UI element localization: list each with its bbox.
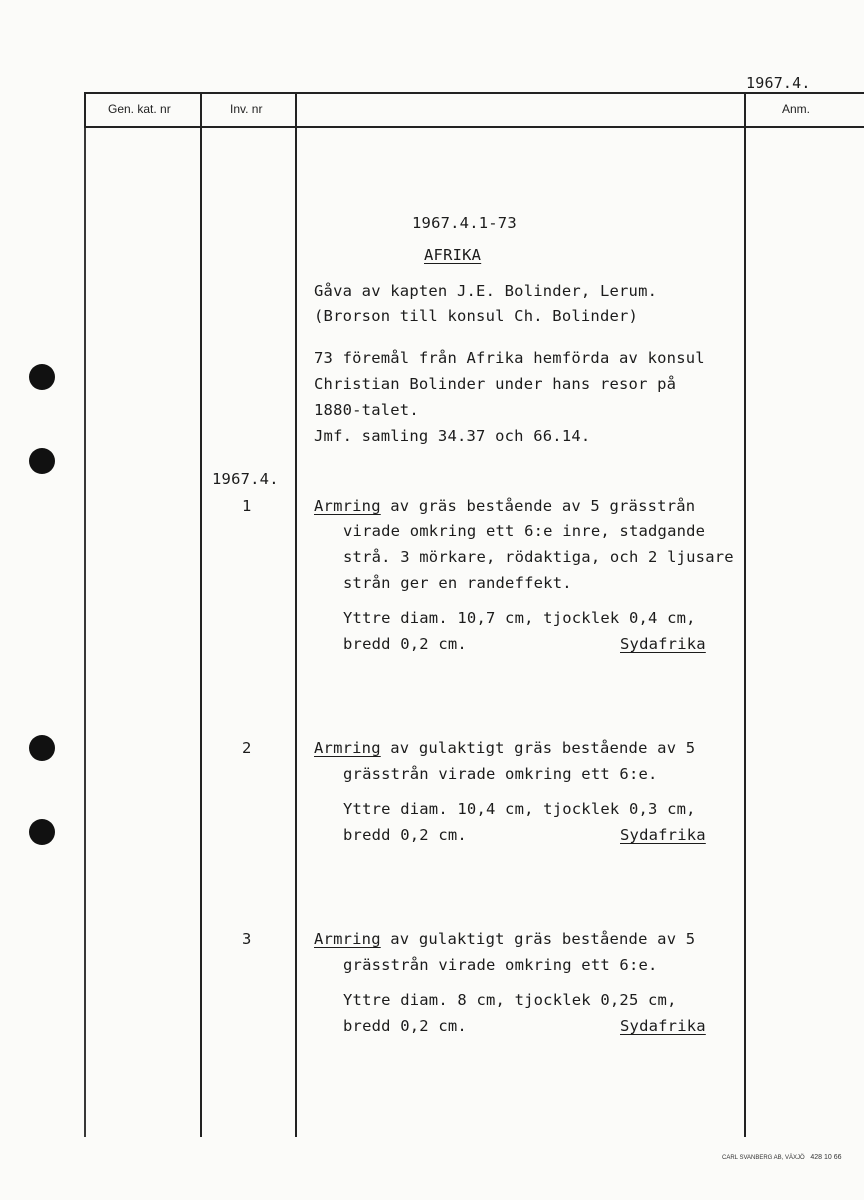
item-3-measure-2: bredd 0,2 cm.	[343, 1017, 467, 1035]
punch-hole-2	[29, 448, 55, 474]
item-3-origin: Sydafrika	[620, 1017, 706, 1035]
header-gen-kat-nr: Gen. kat. nr	[108, 102, 171, 116]
item-2-measure-2: bredd 0,2 cm.	[343, 826, 467, 844]
item-1-measure-1: Yttre diam. 10,7 cm, tjocklek 0,4 cm,	[343, 609, 696, 627]
collection-title: AFRIKA	[424, 246, 482, 264]
item-1-desc-3: strån ger en randeffekt.	[343, 574, 572, 592]
intro-line-6: Jmf. samling 34.37 och 66.14.	[314, 427, 591, 445]
column-rule-left	[84, 92, 86, 128]
inv-prefix: 1967.4.	[212, 470, 279, 488]
item-3-measure-1: Yttre diam. 8 cm, tjocklek 0,25 cm,	[343, 991, 677, 1009]
item-2-inv: 2	[242, 739, 252, 757]
column-rule-1	[200, 92, 202, 1137]
item-3-name: Armring	[314, 930, 381, 948]
item-1-desc-2: strå. 3 mörkare, rödaktiga, och 2 ljusare	[343, 548, 734, 566]
printer-name: CARL SVANBERG AB, VÄXJÖ	[722, 1155, 805, 1161]
item-1-origin: Sydafrika	[620, 635, 706, 653]
item-2-rest: av gulaktigt gräs bestående av 5	[380, 739, 696, 757]
column-rule-body-left	[84, 126, 86, 1137]
item-1-rest: av gräs bestående av 5 grässtrån	[380, 497, 696, 515]
form-code: 428 10 66	[810, 1154, 842, 1161]
intro-line-2: (Brorson till konsul Ch. Bolinder)	[314, 307, 639, 325]
item-3-heading	[314, 930, 695, 948]
header-anm: Anm.	[782, 102, 811, 116]
item-3-desc-1: grässtrån virade omkring ett 6:e.	[343, 956, 658, 974]
collection-number: 1967.4.1-73	[412, 214, 517, 232]
top-number: 1967.4.	[746, 74, 811, 92]
column-rule-2	[295, 92, 297, 1137]
header-inv-nr: Inv. nr	[230, 102, 263, 116]
item-1-heading	[314, 497, 695, 515]
intro-line-4: Christian Bolinder under hans resor på	[314, 375, 677, 393]
item-2-desc-1: grässtrån virade omkring ett 6:e.	[343, 765, 658, 783]
item-3-rest: av gulaktigt gräs bestående av 5	[380, 930, 696, 948]
column-rule-3	[744, 92, 746, 1137]
item-3-inv: 3	[242, 930, 252, 948]
item-1-desc-1: virade omkring ett 6:e inre, stadgande	[343, 522, 706, 540]
item-2-name: Armring	[314, 739, 381, 757]
item-2-heading	[314, 739, 695, 757]
punch-hole-4	[29, 819, 55, 845]
intro-line-1: Gåva av kapten J.E. Bolinder, Lerum.	[314, 282, 658, 300]
printer-imprint	[722, 1154, 842, 1161]
item-2-origin: Sydafrika	[620, 826, 706, 844]
intro-line-5: 1880-talet.	[314, 401, 419, 419]
item-2-measure-1: Yttre diam. 10,4 cm, tjocklek 0,3 cm,	[343, 800, 696, 818]
punch-hole-1	[29, 364, 55, 390]
intro-line-3: 73 föremål från Afrika hemförda av konsul	[314, 349, 705, 367]
item-1-inv: 1	[242, 497, 252, 515]
item-1-measure-2: bredd 0,2 cm.	[343, 635, 467, 653]
item-1-name: Armring	[314, 497, 381, 515]
punch-hole-3	[29, 735, 55, 761]
